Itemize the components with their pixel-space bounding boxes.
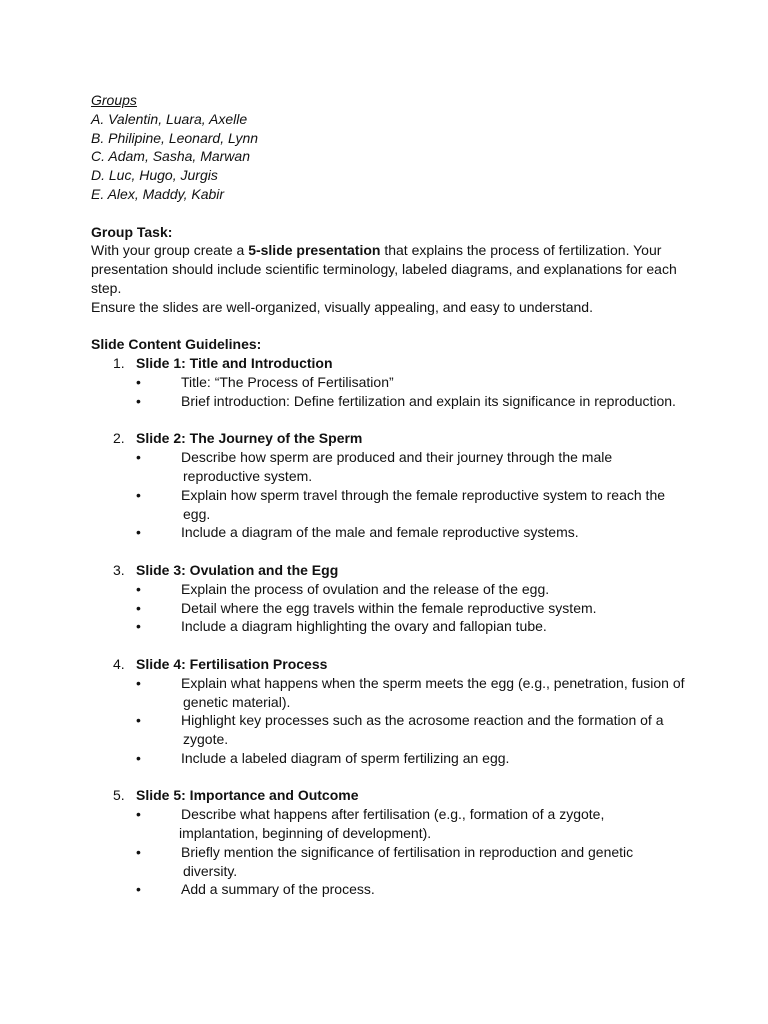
list-item	[91, 805, 691, 843]
list-item	[91, 843, 691, 881]
slide-title-text: Slide 2: The Journey of the Sperm	[136, 430, 363, 447]
bullet-icon: •	[136, 599, 141, 616]
slide-title-text: Slide 3: Ovulation and the Egg	[136, 561, 339, 578]
group-d: D. Luc, Hugo, Jurgis	[91, 167, 218, 184]
task-line-2: presentation should include scientific terminology, labeled diagrams, and explanations for each	[91, 261, 677, 278]
bullet-text-continued: zygote.	[183, 731, 229, 748]
slide-number: 1.	[113, 355, 125, 372]
slide-4-item	[91, 655, 691, 768]
bullet-icon: •	[136, 580, 141, 597]
list-item	[91, 392, 691, 411]
bullet-icon: •	[136, 712, 141, 729]
bullet-icon: •	[136, 486, 141, 503]
bullet-text: Explain the process of ovulation and the release of the egg.	[181, 580, 550, 597]
bullet-text: Explain how sperm travel through the female reproductive system to reach the	[181, 486, 666, 503]
bullet-icon: •	[136, 843, 141, 860]
task-intro-bold: 5-slide presentation	[248, 242, 381, 259]
list-item	[91, 580, 691, 599]
bullet-text: Detail where the egg travels within the female reproductive system.	[181, 599, 597, 616]
list-item	[91, 486, 691, 524]
task-line-4: Ensure the slides are well-organized, visually appealing, and easy to understand.	[91, 298, 593, 315]
slide-number: 5.	[113, 787, 125, 804]
document-content	[91, 91, 691, 899]
slide-4-title	[91, 655, 691, 674]
list-item	[91, 711, 691, 749]
bullet-icon: •	[136, 618, 141, 635]
task-intro-rest: that explains the process of fertilization. Your	[380, 242, 662, 259]
bullet-text-continued: diversity.	[183, 862, 238, 879]
bullet-icon: •	[136, 373, 141, 390]
slide-1-title	[91, 354, 691, 373]
group-a: A. Valentin, Luara, Axelle	[91, 110, 248, 127]
list-item	[91, 749, 691, 768]
slide-2-item	[91, 429, 691, 542]
slide-number: 4.	[113, 655, 125, 672]
slide-title-text: Slide 4: Fertilisation Process	[136, 655, 328, 672]
bullet-text-continued: implantation, beginning of development).	[179, 825, 432, 842]
bullet-icon: •	[136, 749, 141, 766]
task-intro-text: With your group create a	[91, 242, 249, 259]
bullet-icon: •	[136, 449, 141, 466]
task-intro	[91, 241, 691, 260]
bullet-text: Brief introduction: Define fertilization and explain its significance in reproduction.	[181, 392, 676, 409]
groups-heading: Groups	[91, 92, 137, 108]
list-item	[91, 599, 691, 618]
bullet-text: Describe how sperm are produced and their journey through the male	[181, 449, 613, 466]
bullet-text-continued: reproductive system.	[183, 467, 313, 484]
slide-5-item	[91, 786, 691, 899]
bullet-text: Briefly mention the significance of fertilisation in reproduction and genetic	[181, 843, 634, 860]
slide-2-title	[91, 429, 691, 448]
list-item	[91, 617, 691, 636]
bullet-text: Include a diagram highlighting the ovary and fallopian tube.	[181, 618, 547, 635]
task-heading: Group Task:	[91, 223, 173, 240]
bullet-icon: •	[136, 392, 141, 409]
guidelines-section	[91, 335, 691, 899]
task-section	[91, 223, 691, 317]
bullet-icon: •	[136, 674, 141, 691]
bullet-text-continued: genetic material).	[183, 693, 291, 710]
bullet-icon: •	[136, 806, 141, 823]
groups-section	[91, 91, 691, 204]
slide-number: 2.	[113, 430, 125, 447]
bullet-text: Highlight key processes such as the acrosome reaction and the formation of a	[181, 712, 664, 729]
bullet-text: Include a diagram of the male and female reproductive systems.	[181, 524, 579, 541]
bullet-text: Explain what happens when the sperm meets the egg (e.g., penetration, fusion of	[181, 674, 685, 691]
list-item	[91, 373, 691, 392]
guidelines-heading: Slide Content Guidelines:	[91, 336, 262, 353]
slide-3-item	[91, 561, 691, 636]
slide-5-title	[91, 786, 691, 805]
bullet-icon: •	[136, 881, 141, 898]
bullet-text: Describe what happens after fertilisation (e.g., formation of a zygote,	[181, 806, 605, 823]
group-e: E. Alex, Maddy, Kabir	[91, 185, 225, 202]
bullet-text-continued: egg.	[183, 505, 211, 522]
list-item	[91, 523, 691, 542]
list-item	[91, 674, 691, 712]
bullet-text: Title: “The Process of Fertilisation”	[181, 373, 394, 390]
bullet-text: Add a summary of the process.	[181, 881, 375, 898]
group-b: B. Philipine, Leonard, Lynn	[91, 129, 259, 146]
slide-title-text: Slide 1: Title and Introduction	[136, 355, 333, 372]
bullet-text: Include a labeled diagram of sperm fertilizing an egg.	[181, 749, 510, 766]
group-c: C. Adam, Sasha, Marwan	[91, 148, 250, 165]
slide-1-item	[91, 354, 691, 410]
list-item	[91, 448, 691, 486]
slide-title-text: Slide 5: Importance and Outcome	[136, 787, 359, 804]
list-item	[91, 880, 691, 899]
slide-number: 3.	[113, 561, 125, 578]
bullet-icon: •	[136, 524, 141, 541]
task-line-3: step.	[91, 279, 122, 296]
slide-3-title	[91, 561, 691, 580]
